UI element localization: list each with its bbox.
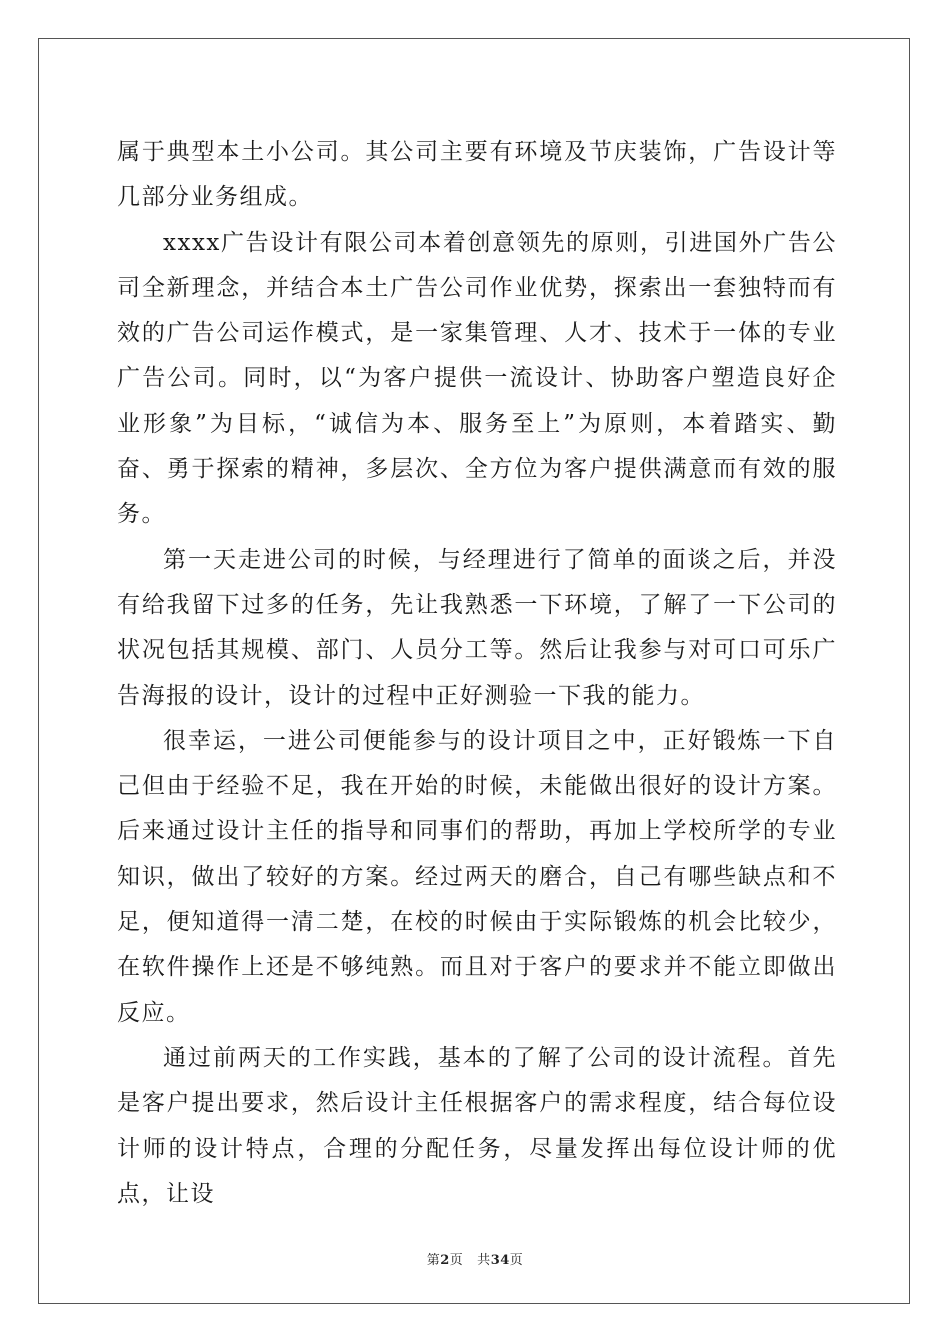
total-pages-number: 34 xyxy=(490,1253,510,1268)
footer-prefix: 第 xyxy=(426,1253,441,1268)
page-footer xyxy=(0,1249,950,1268)
footer-page-suffix: 页 xyxy=(449,1253,464,1268)
footer-total-prefix: 共 xyxy=(477,1253,491,1268)
footer-total-suffix: 页 xyxy=(509,1253,524,1268)
paragraph-2: xxxx广告设计有限公司本着创意领先的原则，引进国外广告公司全新理念，并结合本土广告公司作业优势，探索出一套独特而有效的广告公司运作模式，是一家集管理、人才、技术于一体的专业广告公司。同时，以“为客户提供一流设计、协助客户塑造良好企业形象”为目标，“诚信为本、服务至上”为原则，本着踏实、勤奋、勇于探索的精神，多层次、全方位为客户提供满意而有效的服务。 xyxy=(117,229,837,528)
current-page-number: 2 xyxy=(440,1253,450,1268)
document-body xyxy=(117,130,837,1217)
paragraph-1: 属于典型本土小公司。其公司主要有环境及节庆装饰，广告设计等几部分业务组成。 xyxy=(117,139,837,211)
paragraph-4: 很幸运，一进公司便能参与的设计项目之中，正好锻炼一下自己但由于经验不足，我在开始的时候，未能做出很好的设计方案。后来通过设计主任的指导和同事们的帮助，再加上学校所学的专业知识，做出了较好的方案。经过两天的磨合，自己有哪些缺点和不足，便知道得一清二楚，在校的时候由于实际锻炼的机会比较少，在软件操作上还是不够纯熟。而且对于客户的要求并不能立即做出反应。 xyxy=(117,727,837,1026)
paragraph-5: 通过前两天的工作实践，基本的了解了公司的设计流程。首先是客户提出要求，然后设计主任根据客户的需求程度，结合每位设计师的设计特点，合理的分配任务，尽量发挥出每位设计师的优点，让设 xyxy=(117,1044,837,1207)
paragraph-3: 第一天走进公司的时候，与经理进行了简单的面谈之后，并没有给我留下过多的任务，先让我熟悉一下环境，了解了一下公司的状况包括其规模、部门、人员分工等。然后让我参与对可口可乐广告海报的设计，设计的过程中正好测验一下我的能力。 xyxy=(117,546,837,709)
